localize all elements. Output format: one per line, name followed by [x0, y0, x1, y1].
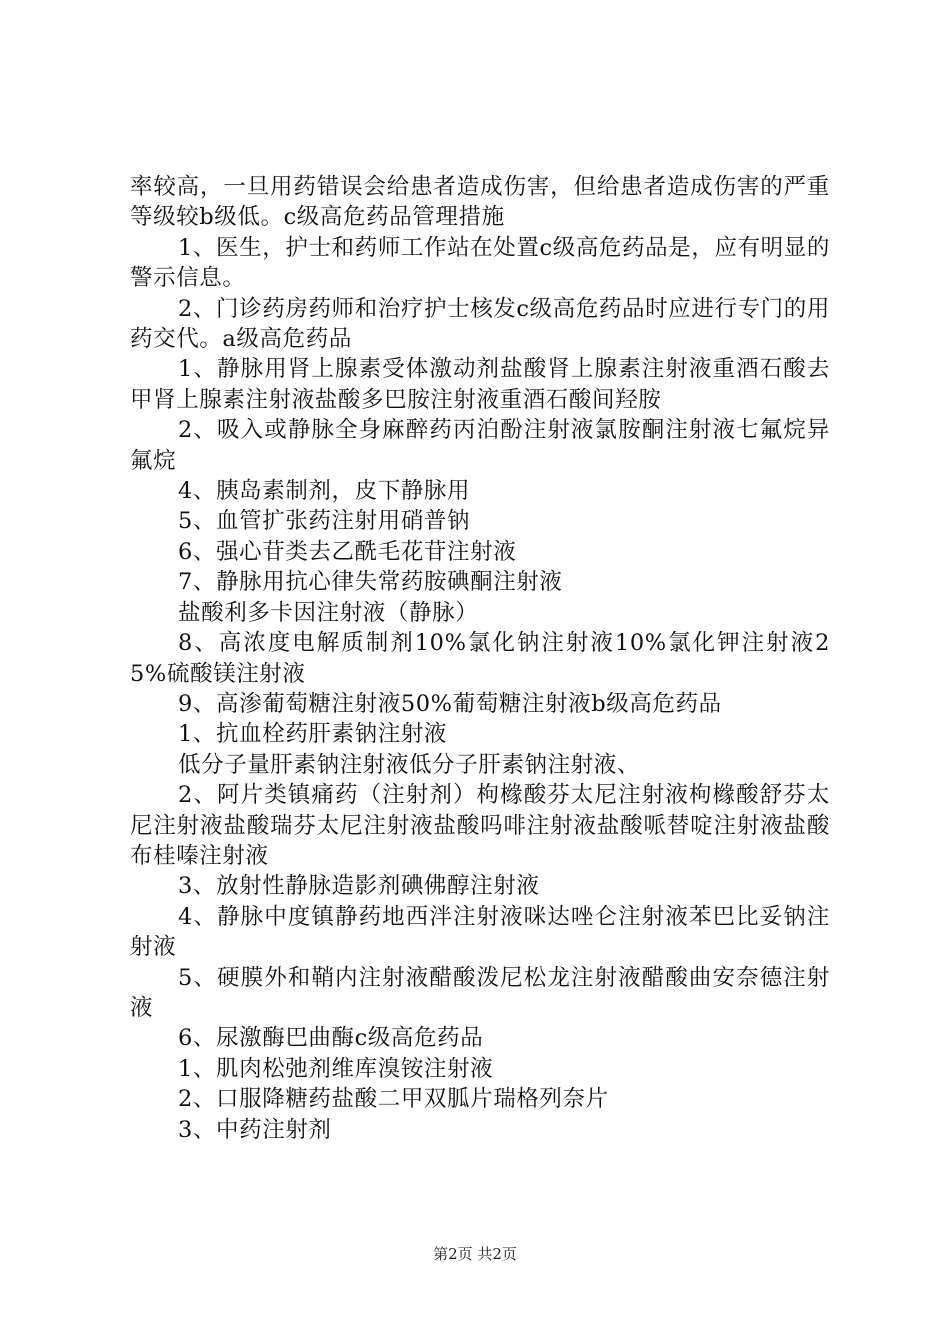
- paragraph: 低分子量肝素钠注射液低分子肝素钠注射液、: [178, 751, 641, 778]
- paragraph: 1、静脉用肾上腺素受体激动剂盐酸肾上腺素注射液重酒石酸去甲肾上腺素注射液盐酸多巴胺注射液重酒石酸间羟胺: [130, 356, 830, 413]
- paragraph: 7、静脉用抗心律失常药胺碘酮注射液: [178, 569, 563, 596]
- paragraph: 9、高渗葡萄糖注射液50%葡萄糖注射液b级高危药品: [178, 690, 722, 717]
- paragraph: 2、阿片类镇痛药（注射剂）枸橼酸芬太尼注射液枸橼酸舒芬太尼注射液盐酸瑞芬太尼注射液盐酸吗啡注射液盐酸哌替啶注射液盐酸布桂嗪注射液: [130, 782, 830, 869]
- document-body: [130, 172, 830, 1145]
- paragraph: 3、放射性静脉造影剂碘佛醇注射液: [178, 873, 540, 900]
- paragraph: 2、口服降糖药盐酸二甲双胍片瑞格列奈片: [178, 1086, 609, 1113]
- paragraph: 4、静脉中度镇静药地西泮注射液咪达唑仑注射液苯巴比妥钠注射液: [130, 903, 830, 961]
- paragraph: 率较高，一旦用药错误会给患者造成伤害，但给患者造成伤害的严重等级较b级低。c级高危药品管理措施: [130, 174, 830, 231]
- paragraph: 4、胰岛素制剂，皮下静脉用: [178, 478, 471, 505]
- paragraph: 6、尿激酶巴曲酶c级高危药品: [178, 1025, 484, 1052]
- paragraph: 2、门诊药房药师和治疗护士核发c级高危药品时应进行专门的用药交代。a级高危药品: [130, 295, 830, 353]
- paragraph: 3、中药注射剂: [178, 1116, 332, 1143]
- page-footer: 第2页 共2页: [433, 1245, 517, 1263]
- paragraph: 1、医生，护士和药师工作站在处置c级高危药品是，应有明显的警示信息。: [130, 234, 830, 292]
- paragraph: 1、肌肉松弛剂维库溴铵注射液: [178, 1055, 494, 1082]
- paragraph: 盐酸利多卡因注射液（静脉）: [178, 599, 479, 626]
- paragraph: 1、抗血栓药肝素钠注射液: [178, 721, 448, 748]
- paragraph: 5、血管扩张药注射用硝普钠: [178, 508, 471, 535]
- paragraph: 8、高浓度电解质制剂10%氯化钠注射液10%氯化钾注射液25%硫酸镁注射液: [130, 630, 830, 687]
- paragraph: 2、吸入或静脉全身麻醉药丙泊酚注射液氯胺酮注射液七氟烷异氟烷: [130, 417, 830, 474]
- paragraph: 5、硬膜外和鞘内注射液醋酸泼尼松龙注射液醋酸曲安奈德注射液: [130, 964, 830, 1021]
- paragraph: 6、强心苷类去乙酰毛花苷注射液: [178, 538, 517, 565]
